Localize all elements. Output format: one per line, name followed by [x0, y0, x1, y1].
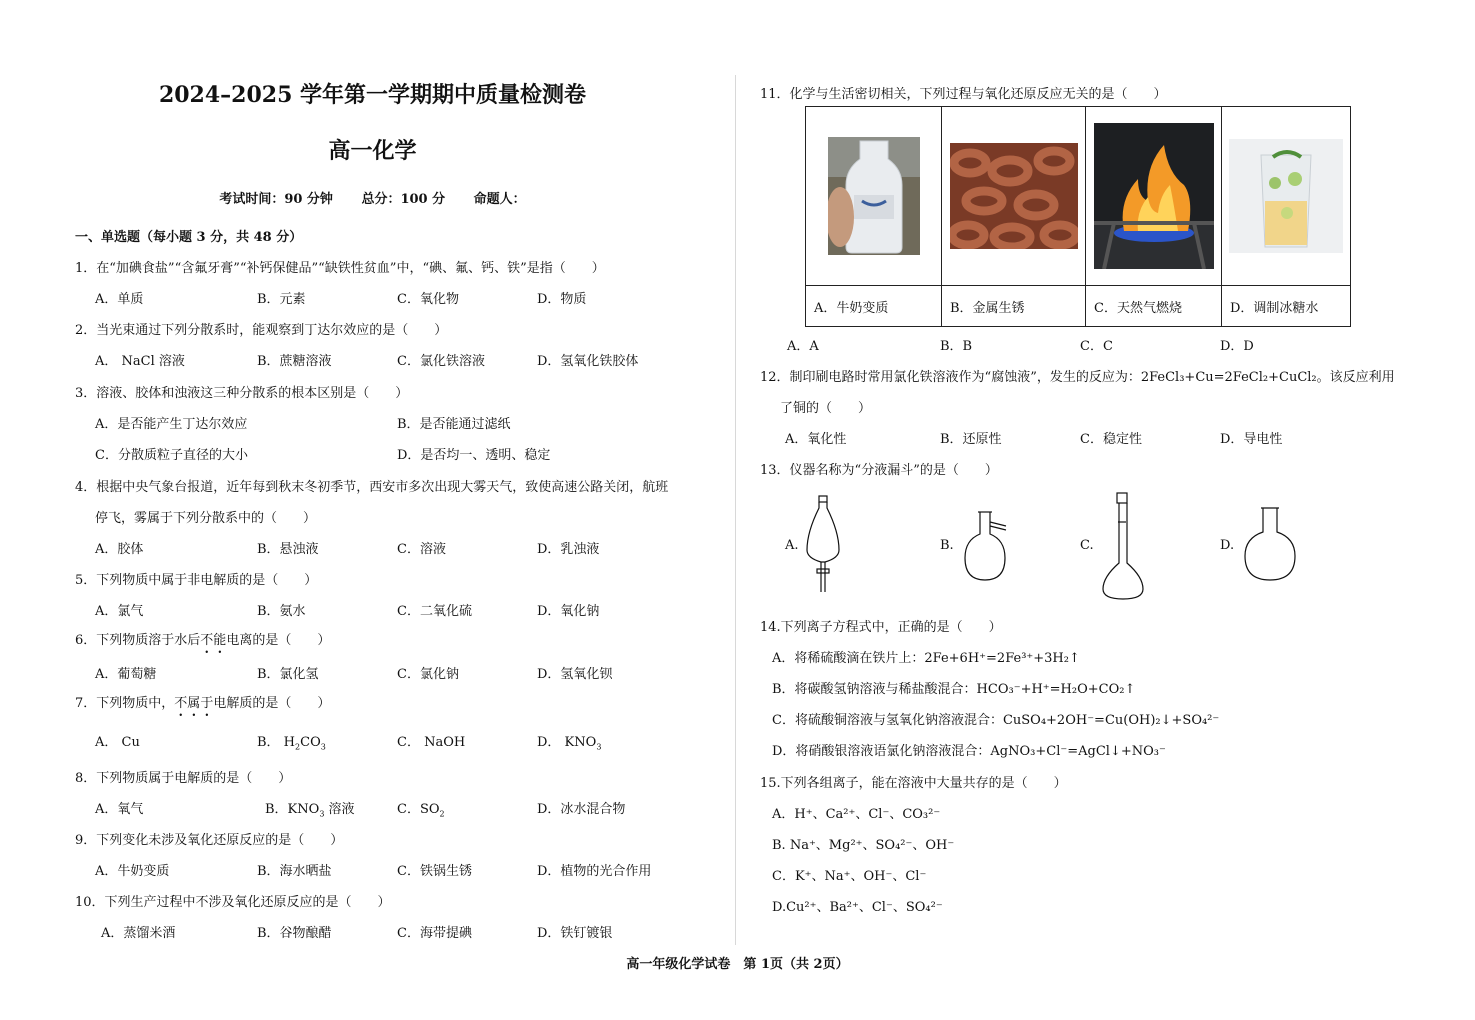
q9-option-a: A．牛奶变质 — [95, 864, 170, 879]
q14-option-a: A．将稀硫酸滴在铁片上：2Fe+6H⁺=2Fe³⁺+3H₂↑ — [772, 651, 1080, 666]
distillation-flask-icon — [963, 510, 1009, 582]
q7-option-a: A． Cu — [95, 735, 140, 750]
q4-stem-cont: 停飞，雾属于下列分散系中的（ ） — [95, 511, 317, 526]
q1-stem: 1．在“加碘食盐”“含氟牙膏”“补钙保健品”“缺铁性贫血”中，“碘、氟、钙、铁”是指（ ） — [75, 261, 605, 276]
q4-option-a: A．胶体 — [95, 542, 144, 557]
q14-option-d: D．将硝酸银溶液语氯化钠溶液混合：AgNO₃+Cl⁻=AgCl↓+NO₃⁻ — [772, 744, 1166, 759]
q6-option-b: B．氯化氢 — [257, 667, 319, 682]
q11-caption-d: D．调制冰糖水 — [1222, 286, 1351, 327]
exam-info — [0, 188, 745, 207]
q13-option-a: A. — [785, 538, 799, 553]
q7-stem: 7．下列物质中，不属于电解质的是（ ） — [75, 696, 331, 711]
q11-option-b: B．B — [940, 339, 973, 354]
q6-option-c: C．氯化钠 — [397, 667, 459, 682]
q8-option-d: D．冰水混合物 — [537, 802, 626, 817]
q12-option-c: C．稳定性 — [1080, 432, 1142, 447]
q11-option-a: A．A — [787, 339, 819, 354]
q10-option-a: A．蒸馏米酒 — [101, 926, 176, 941]
q4-stem: 4．根据中央气象台报道，近年每到秋末冬初季节，西安市多次出现大雾天气，致使高速公路关闭，航班 — [75, 480, 669, 495]
q14-option-b: B．将碳酸氢钠溶液与稀盐酸混合：HCO₃⁻+H⁺=H₂O+CO₂↑ — [772, 682, 1136, 697]
separatory-funnel-icon — [805, 495, 841, 593]
q2-stem: 2．当光束通过下列分散系时，能观察到丁达尔效应的是（ ） — [75, 323, 448, 338]
q13-option-c: C. — [1080, 538, 1094, 553]
exam-subtitle: 高一化学 — [328, 138, 417, 164]
q10-option-c: C．海带提碘 — [397, 926, 472, 941]
q1-option-d: D．物质 — [537, 292, 587, 307]
q15-stem: 15.下列各组离子，能在溶液中大量共存的是（ ） — [760, 776, 1067, 791]
q5-option-b: B．氨水 — [257, 604, 306, 619]
q4-option-c: C．溶液 — [397, 542, 446, 557]
q8-option-c: C．$SO_2$ — [397, 802, 445, 819]
q13-stem: 13．仪器名称为“分液漏斗”的是（ ） — [760, 463, 998, 478]
q10-option-d: D．铁钉镀银 — [537, 926, 613, 941]
q2-option-d: D．氢氧化铁胶体 — [537, 354, 639, 369]
page-footer: 高一年级化学试卷 第 1页（共 2页） — [626, 957, 849, 972]
q11-stem: 11．化学与生活密切相关，下列过程与氧化还原反应无关的是（ ） — [760, 87, 1167, 102]
ice-sugar-drink-image — [1229, 139, 1343, 253]
q12-stem-cont: 了铜的（ ） — [780, 401, 872, 416]
section-heading: 一、单选题（每小题 3 分，共 48 分） — [75, 230, 303, 245]
q3-option-c: C．分散质粒子直径的大小 — [95, 448, 248, 463]
q11-caption-c: C．天然气燃烧 — [1086, 286, 1222, 327]
q1-option-c: C．氧化物 — [397, 292, 459, 307]
q11-option-c: C．C — [1080, 339, 1113, 354]
q13-option-d: D. — [1220, 538, 1235, 553]
q1-option-a: A．单质 — [95, 292, 144, 307]
q9-stem: 9．下列变化未涉及氧化还原反应的是（ ） — [75, 833, 344, 848]
rust-image-cell — [942, 107, 1086, 286]
q7-option-d: D． $KNO_3$ — [537, 735, 602, 752]
q14-option-c: C．将硫酸铜溶液与氢氧化钠溶液混合：CuSO₄+2OH⁻=Cu(OH)₂↓+SO₄²⁻ — [772, 713, 1220, 728]
q13-option-b: B. — [940, 538, 954, 553]
q15-option-d: D.Cu²⁺、Ba²⁺、Cl⁻、SO₄²⁻ — [772, 900, 943, 915]
q11-caption-b: B．金属生锈 — [942, 286, 1086, 327]
q6-stem: 6．下列物质溶于水后不能电离的是（ ） — [75, 633, 331, 648]
q5-option-a: A．氯气 — [95, 604, 144, 619]
q9-option-c: C．铁锅生锈 — [397, 864, 472, 879]
q5-option-d: D．氧化钠 — [537, 604, 600, 619]
q14-stem: 14.下列离子方程式中，正确的是（ ） — [760, 620, 1002, 635]
milk-image-cell — [806, 107, 942, 286]
exam-author: 命题人： — [473, 192, 526, 207]
rusty-chain-image — [950, 143, 1078, 249]
q4-option-d: D．乳浊液 — [537, 542, 600, 557]
q2-option-b: B．蔗糖溶液 — [257, 354, 332, 369]
q3-option-a: A．是否能产生丁达尔效应 — [95, 417, 248, 432]
q3-stem: 3．溶液、胶体和浊液这三种分散系的根本区别是（ ） — [75, 386, 409, 401]
q11-caption-a: A．牛奶变质 — [806, 286, 942, 327]
q3-option-b: B．是否能通过滤纸 — [397, 417, 511, 432]
q12-option-b: B．还原性 — [940, 432, 1002, 447]
q2-option-c: C．氯化铁溶液 — [397, 354, 485, 369]
q1-option-b: B．元素 — [257, 292, 306, 307]
exam-time: 考试时间：90 分钟 — [219, 192, 333, 207]
milk-bottle-image — [828, 137, 920, 255]
exam-title: 2024–2025 学年第一学期期中质量检测卷 — [158, 82, 587, 108]
q9-option-b: B．海水晒盐 — [257, 864, 332, 879]
round-bottom-flask-icon — [1243, 506, 1297, 584]
q12-option-a: A．氧化性 — [785, 432, 847, 447]
q11-image-table — [805, 106, 1351, 327]
q6-option-d: D．氢氧化钡 — [537, 667, 613, 682]
q3-option-d: D．是否均一、透明、稳定 — [397, 448, 551, 463]
q15-option-a: A．H⁺、Ca²⁺、Cl⁻、CO₃²⁻ — [772, 807, 941, 822]
q5-option-c: C．二氧化硫 — [397, 604, 472, 619]
q15-option-c: C．K⁺、Na⁺、OH⁻、Cl⁻ — [772, 869, 927, 884]
exam-score: 总分：100 分 — [361, 192, 446, 207]
gas-image-cell — [1086, 107, 1222, 286]
q8-option-a: A．氧气 — [95, 802, 144, 817]
q4-option-b: B．悬浊液 — [257, 542, 319, 557]
q7-option-c: C． NaOH — [397, 735, 466, 750]
q9-option-d: D．植物的光合作用 — [537, 864, 652, 879]
gas-flame-image — [1094, 123, 1214, 269]
q2-option-a: A． NaCl 溶液 — [95, 354, 185, 369]
volumetric-flask-icon — [1101, 492, 1145, 602]
q6-option-a: A．葡萄糖 — [95, 667, 157, 682]
q10-stem: 10．下列生产过程中不涉及氧化还原反应的是（ ） — [75, 895, 391, 910]
q5-stem: 5．下列物质中属于非电解质的是（ ） — [75, 573, 318, 588]
q10-option-b: B．谷物酿醋 — [257, 926, 332, 941]
drink-image-cell — [1222, 107, 1351, 286]
q12-stem: 12．制印刷电路时常用氯化铁溶液作为“腐蚀液”，发生的反应为：2FeCl₃+Cu=2FeCl₂+CuCl₂。该反应利用 — [760, 370, 1395, 385]
q11-option-d: D．D — [1220, 339, 1254, 354]
q7-option-b: B． $H_2CO_3$ — [257, 735, 326, 752]
q8-stem: 8．下列物质属于电解质的是（ ） — [75, 771, 292, 786]
q15-option-b: B. Na⁺、Mg²⁺、SO₄²⁻、OH⁻ — [772, 838, 955, 853]
q12-option-d: D．导电性 — [1220, 432, 1283, 447]
column-divider — [735, 75, 736, 945]
q8-option-b: B．$KNO_3$ 溶液 — [265, 802, 355, 819]
